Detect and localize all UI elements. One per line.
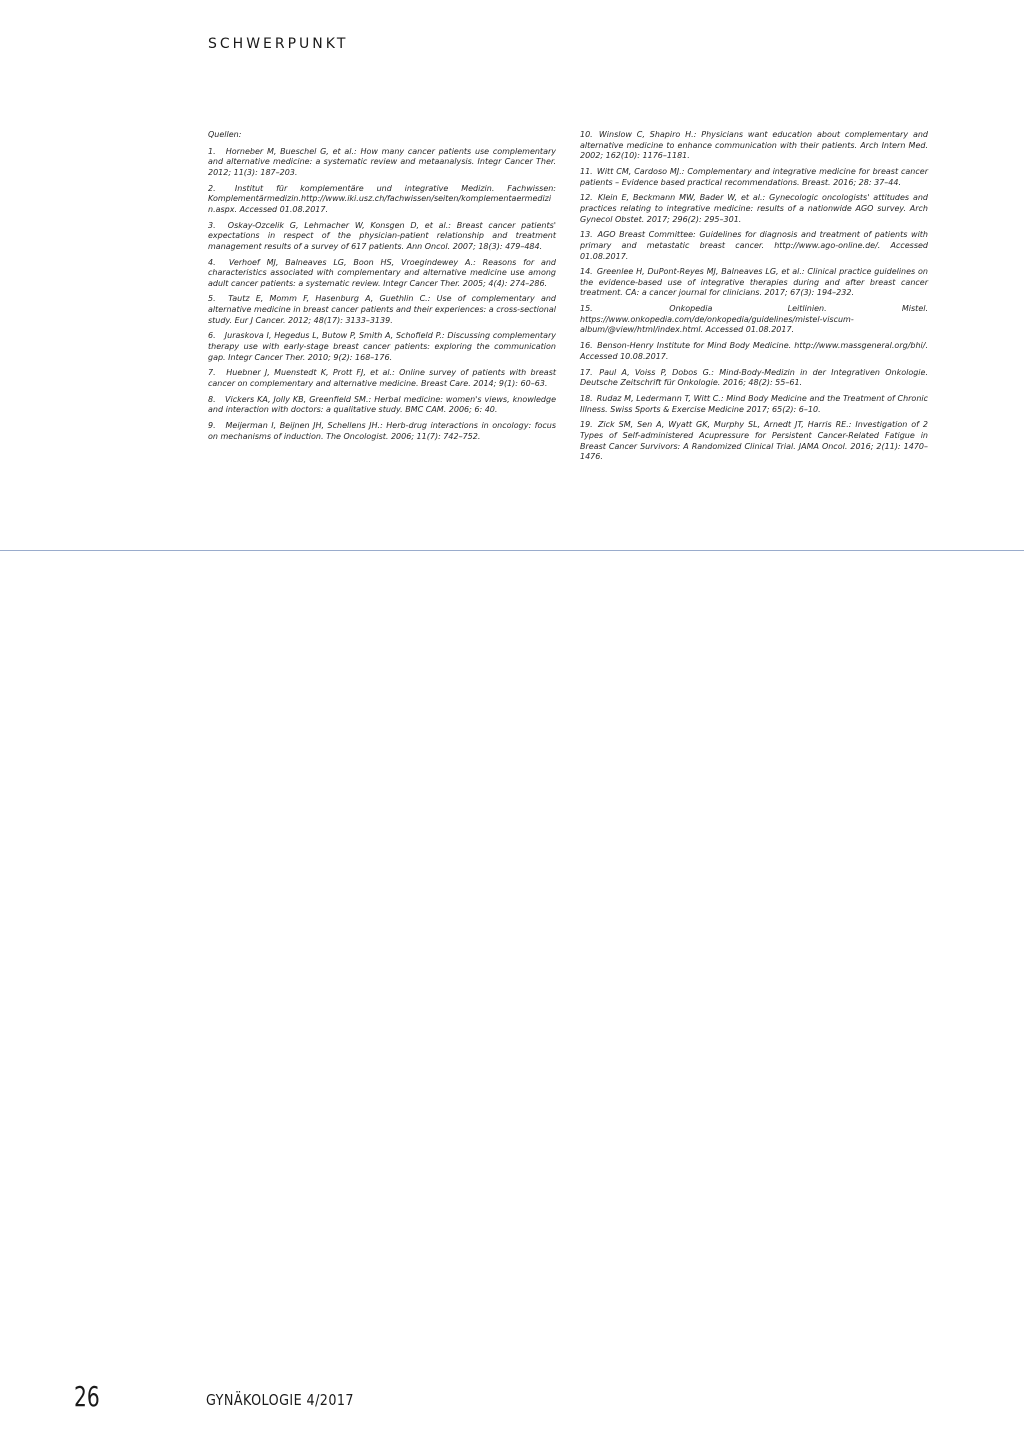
reference-item — [580, 368, 928, 389]
reference-number: 6. — [208, 331, 216, 341]
reference-number: 3. — [208, 220, 216, 230]
reference-text: Witt CM, Cardoso MJ.: Complementary and integrative medicine for breast cancer patients – Evidence based practical recommendations. Breast. 2016; 28: 37–44. — [580, 166, 928, 187]
reference-number: 5. — [208, 294, 216, 304]
reference-text: Juraskova I, Hegedus L, Butow P, Smith A, Schofield P.: Discussing complementary therapy use with early-stage breast cancer patients: exploring the communication gap. Integr Cancer Ther. 2010; 9(2): 168–176. — [208, 331, 556, 362]
references-list-right — [580, 130, 928, 463]
reference-number: 7. — [208, 368, 216, 378]
references-column-right — [580, 130, 928, 468]
reference-item — [208, 184, 556, 216]
reference-item — [208, 221, 556, 253]
reference-text: Zick SM, Sen A, Wyatt GK, Murphy SL, Arnedt JT, Harris RE.: Investigation of 2 Types of Self-administered Acupressure for Persistent Cancer-Related Fatigue in Breast Cancer Survivors: A Randomized Clinical Trial. JAMA Oncol. 2016; 2(11): 1470–1476. — [580, 420, 929, 462]
reference-item — [208, 368, 556, 389]
section-divider — [0, 550, 1024, 551]
reference-item — [580, 230, 928, 262]
reference-text: Paul A, Voiss P, Dobos G.: Mind-Body-Medizin in der Integrativen Onkologie. Deutsche Zeitschrift für Onkologie. 2016; 48(2): 55–61. — [580, 367, 928, 388]
reference-item — [208, 331, 556, 363]
reference-text: Winslow C, Shapiro H.: Physicians want education about complementary and alternative medicine to enhance communication with their patients. Arch Intern Med. 2002; 162(10): 1176–1181. — [580, 130, 928, 161]
reference-item — [580, 167, 928, 188]
reference-number: 1. — [208, 146, 216, 156]
reference-item — [580, 130, 928, 162]
reference-number: 9. — [208, 421, 216, 431]
reference-text: Huebner J, Muenstedt K, Prott FJ, et al.: Online survey of patients with breast cancer on complementary and alternative medicine. Breast Care. 2014; 9(1): 60–63. — [208, 368, 556, 388]
reference-number: 13. — [580, 230, 593, 240]
reference-text: AGO Breast Committee: Guidelines for diagnosis and treatment of patients with primary and metastatic breast cancer. http://www.ago-online.de/. Accessed 01.08.2017. — [580, 230, 928, 261]
reference-item — [208, 294, 556, 326]
reference-number: 18. — [580, 393, 593, 403]
reference-number: 4. — [208, 257, 216, 267]
reference-item — [208, 258, 556, 290]
reference-text: Benson-Henry Institute for Mind Body Medicine. http://www.massgeneral.org/bhi/. Accessed 10.08.2017. — [580, 341, 929, 361]
reference-number: 16. — [580, 341, 593, 351]
references-list-left — [208, 147, 556, 443]
reference-item — [580, 267, 928, 299]
reference-number: 8. — [208, 394, 216, 404]
reference-number: 10. — [580, 130, 593, 139]
reference-text: Greenlee H, DuPont-Reyes MJ, Balneaves LG, et al.: Clinical practice guidelines on the evidence-based use of integrative therapies during and after breast cancer treatment. CA: a cancer journal for clinicians. 2017; 67(3): 194–232. — [580, 267, 928, 298]
reference-text: Onkopedia Leitlinien. Mistel. https://www.onkopedia.com/de/onkopedia/guidelines/mistel-viscum-album/@view/html/index.html. Accessed 01.08.2017. — [580, 304, 929, 335]
reference-number: 17. — [580, 367, 593, 377]
reference-text: Tautz E, Momm F, Hasenburg A, Guethlin C.: Use of complementary and alternative medicine in breast cancer patients and their experiences: a cross-sectional study. Eur J Cancer. 2012; 48(17): 3133–3139. — [208, 294, 557, 325]
journal-issue: GYNÄKOLOGIE 4/2017 — [206, 1391, 354, 1409]
reference-text: Institut für komplementäre und integrative Medizin. Fachwissen: Komplementärmedizin.http://www.iki.usz.ch/fachwissen/seiten/komplementaermedizin.aspx. Accessed 01.08.2017. — [208, 183, 557, 214]
reference-text: Horneber M, Bueschel G, et al.: How many cancer patients use complementary and alternative medicine: a systematic review and metaanalysis. Integr Cancer Ther. 2012; 11(3): 187–203. — [208, 146, 556, 177]
page-number: 26 — [74, 1380, 100, 1413]
reference-item — [580, 341, 928, 362]
references-heading: Quellen: — [208, 130, 242, 139]
reference-item — [208, 147, 556, 179]
reference-number: 2. — [208, 183, 216, 193]
reference-number: 14. — [580, 267, 593, 277]
reference-item — [580, 394, 928, 415]
section-header: SCHWERPUNKT — [208, 36, 349, 52]
reference-text: Rudaz M, Ledermann T, Witt C.: Mind Body Medicine and the Treatment of Chronic Illness. Swiss Sports & Exercise Medicine 2017; 65(2): 6–10. — [580, 393, 929, 414]
reference-item — [208, 395, 556, 416]
reference-item — [580, 193, 928, 225]
reference-number: 12. — [580, 193, 593, 203]
reference-text: Vickers KA, Jolly KB, Greenfield SM.: Herbal medicine: women's views, knowledge and interaction with doctors: a qualitative study. BMC CAM. 2006; 6: 40. — [208, 394, 556, 415]
reference-text: Meijerman I, Beijnen JH, Schellens JH.: Herb-drug interactions in oncology: focus on mechanisms of induction. The Oncologist. 2006; 11(7): 742–752. — [208, 421, 556, 441]
references-column-left — [208, 130, 556, 448]
reference-item — [580, 420, 928, 462]
reference-text: Verhoef MJ, Balneaves LG, Boon HS, Vroegindewey A.: Reasons for and characteristics associated with complementary and alternative medicine use among adult cancer patients: a systematic review. Integr Cancer Ther. 2005; 4(4): 274–286. — [208, 257, 556, 288]
reference-number: 11. — [580, 166, 593, 176]
reference-item — [208, 421, 556, 442]
reference-item — [580, 304, 928, 336]
reference-number: 15. — [580, 304, 593, 314]
reference-number: 19. — [580, 420, 593, 430]
reference-text: Oskay-Ozcelik G, Lehmacher W, Konsgen D, et al.: Breast cancer patients' expectations in respect of the physician-patient relationship and treatment management results of a survey of 617 patients. Ann Oncol. 2007; 18(3): 479–484. — [208, 220, 556, 251]
reference-text: Klein E, Beckmann MW, Bader W, et al.: Gynecologic oncologists' attitudes and practices relating to integrative medicine: results of a nationwide AGO survey. Arch Gynecol Obstet. 2017; 296(2): 295–301. — [580, 193, 929, 224]
